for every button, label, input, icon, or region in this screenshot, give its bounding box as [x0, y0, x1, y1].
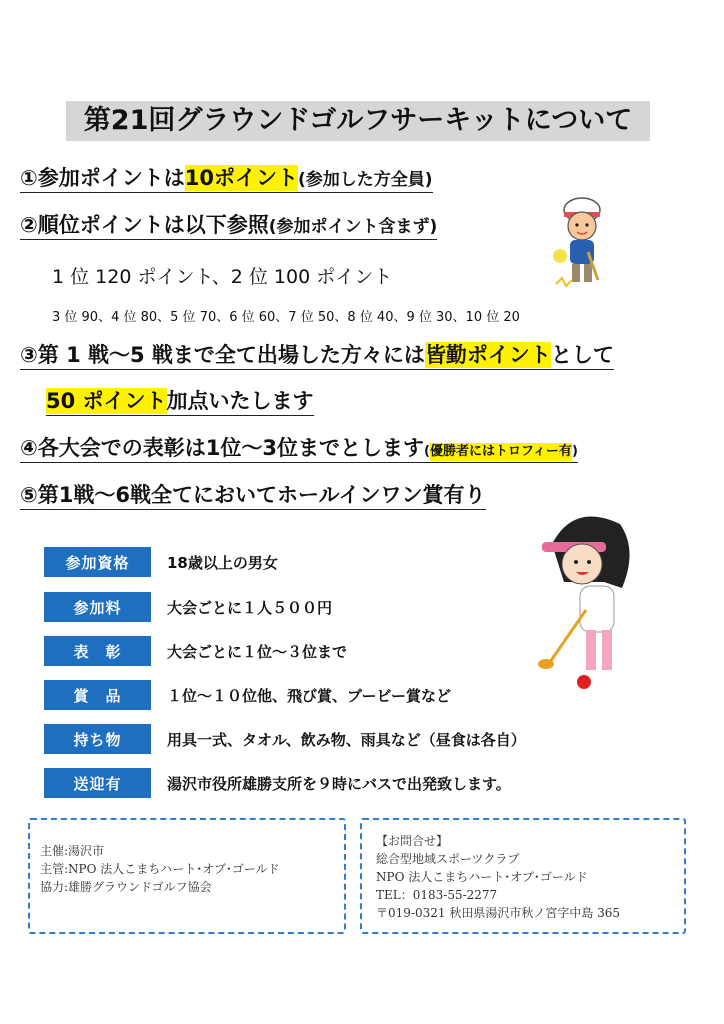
- item-attendance-points-line1: [20, 342, 614, 370]
- contact-box: [360, 818, 686, 934]
- detail-value: 用具一式、タオル、飲み物、雨具など（昼食は各自）: [167, 730, 526, 749]
- contact-club: 総合型地域スポーツクラブ: [376, 852, 520, 866]
- detail-value: 大会ごとに１位～３位まで: [167, 642, 348, 661]
- contact-org: NPO 法人こまちハート･オブ･ゴールド: [376, 870, 588, 884]
- item-attendance-points-line2: [46, 388, 314, 416]
- detail-row: [44, 680, 451, 710]
- item1-note: (参加した方全員): [298, 170, 433, 190]
- contact-address: 〒019-0321 秋田県湯沢市秋ノ宮字中島 365: [376, 906, 621, 920]
- detail-label: 参加料: [44, 592, 151, 622]
- organizer-cooperation: 協力:雄勝グラウンドゴルフ協会: [40, 880, 212, 894]
- detail-row: [44, 768, 511, 798]
- item5-text: ⑤第1戦～6戦全てにおいてホールインワン賞有り: [20, 483, 486, 507]
- rank-top-points: 1 位 120 ポイント、2 位 100 ポイント: [52, 266, 393, 288]
- item3-line1-highlight: 皆勤ポイント: [424, 343, 551, 367]
- girl-golfer-illustration: [534, 502, 642, 692]
- detail-label: 送迎有: [44, 768, 151, 798]
- item2-main: ②順位ポイントは以下参照: [20, 213, 269, 237]
- contact-phone: TEL：0183-55-2277: [376, 888, 498, 902]
- contact-heading: 【お問合せ】: [376, 834, 449, 848]
- item1-highlight: 10ポイント: [184, 166, 299, 190]
- organizer-host: 主催:湯沢市: [40, 844, 105, 858]
- item4-main: ④各大会での表彰は1位～3位までとします: [20, 436, 425, 460]
- page-title: 第21回グラウンドゴルフサーキットについて: [66, 101, 650, 141]
- detail-value: 大会ごとに１人５００円: [167, 598, 333, 617]
- detail-value: １位～１０位他、飛び賞、ブービー賞など: [167, 686, 451, 705]
- item3-line1-suffix: として: [550, 343, 614, 367]
- detail-label: 賞 品: [44, 680, 151, 710]
- detail-value: 18歳以上の男女: [167, 553, 278, 572]
- detail-label: 参加資格: [44, 547, 151, 577]
- item3-line2-highlight: 50 ポイント: [46, 389, 167, 413]
- detail-row: [44, 592, 332, 622]
- item2-note: (参加ポイント含まず): [268, 217, 438, 237]
- detail-value: 湯沢市役所雄勝支所を９時にバスで出発致します。: [167, 774, 511, 793]
- item-rank-points: [20, 212, 437, 240]
- boy-golfer-illustration: [548, 194, 616, 300]
- item-participation-points: [20, 165, 433, 193]
- item3-line2-suffix: 加点いたします: [166, 389, 314, 413]
- organizer-manager: 主管:NPO 法人こまちハート･オブ･ゴールド: [40, 862, 280, 876]
- rank-rest-points: 3 位 90、4 位 80、5 位 70、6 位 60、7 位 50、8 位 40、9 位 30、10 位 20: [52, 310, 520, 325]
- detail-row: [44, 636, 347, 666]
- detail-row: [44, 547, 278, 577]
- item-awards: [20, 435, 578, 463]
- item-hole-in-one: [20, 482, 486, 510]
- item4-note-highlight: 優勝者にはトロフィー有: [429, 444, 572, 459]
- detail-label: 持ち物: [44, 724, 151, 754]
- detail-label: 表 彰: [44, 636, 151, 666]
- item4-note-open: (: [424, 444, 430, 459]
- detail-row: [44, 724, 526, 754]
- organizers-box: [28, 818, 346, 934]
- item4-note-close: ): [571, 444, 578, 459]
- item1-prefix: ①参加ポイントは: [20, 166, 185, 190]
- item3-line1-prefix: ③第 1 戦～5 戦まで全て出場した方々には: [20, 343, 425, 367]
